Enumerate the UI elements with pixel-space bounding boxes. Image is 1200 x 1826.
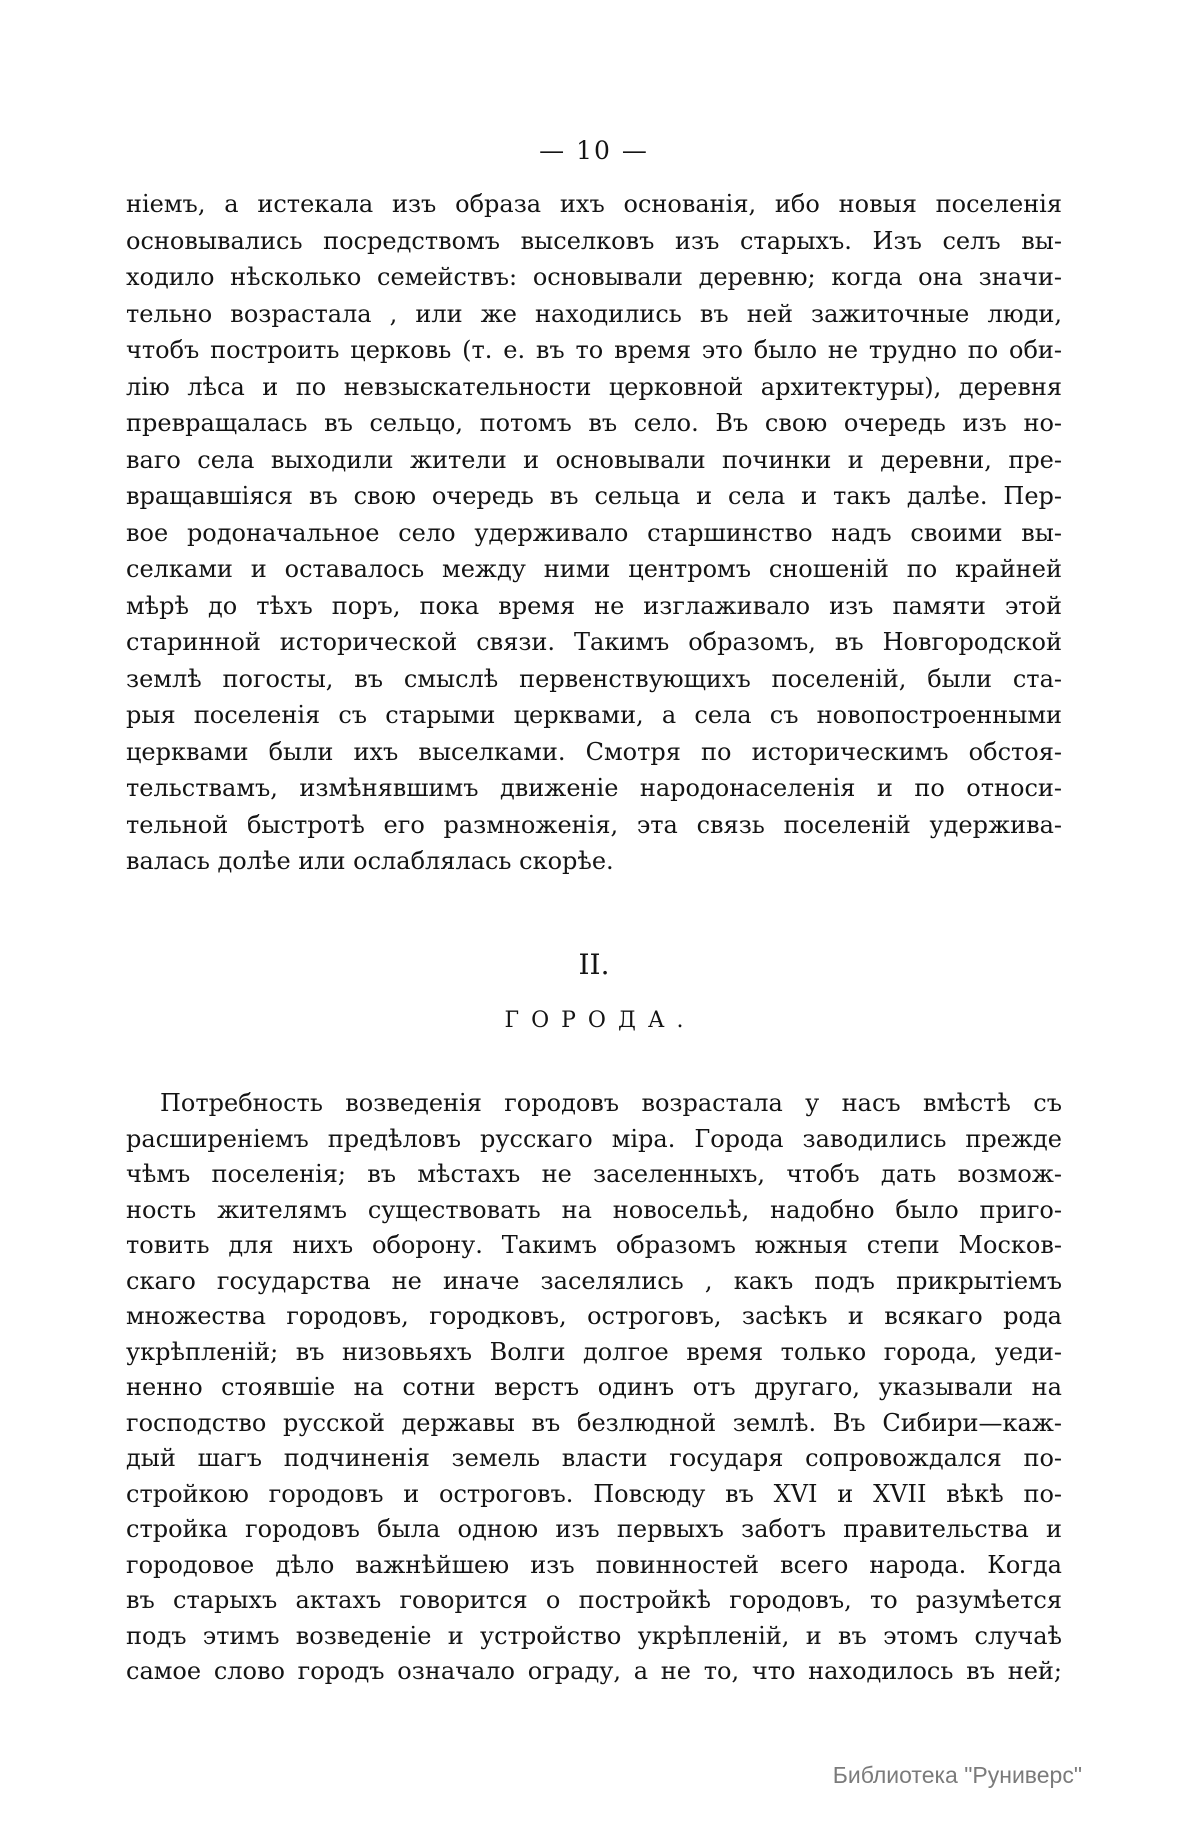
chapter-numeral: II. (578, 948, 610, 981)
text-line: землѣ погосты, въ смыслѣ первенствующихъ поселеній, были ста- (126, 664, 1062, 693)
text-line: основывались посредствомъ выселковъ изъ старыхъ. Изъ селъ вы- (126, 226, 1062, 255)
text-line: церквами были ихъ выселками. Смотря по историческимъ обстоя- (126, 737, 1062, 766)
text-line: въ старыхъ актахъ говорится о постройкѣ городовъ, то разумѣется (126, 1586, 1062, 1614)
text-line: ваго села выходили жители и основывали починки и деревни, пре- (126, 445, 1062, 474)
paragraph-cities (126, 1086, 1062, 1690)
text-line: стройкою городовъ и остроговъ. Повсюду въ XVI и XVII вѣкѣ по- (126, 1479, 1062, 1508)
text-line: множества городовъ, городковъ, остроговъ, засѣкъ и всякаго рода (126, 1302, 1062, 1330)
text-line: тельно возрастала , или же находились въ ней зажиточные люди, (126, 299, 1062, 328)
text-line: лію лѣса и по невзыскательности церковной архитектуры), деревня (126, 372, 1062, 401)
text-line: стройка городовъ была одною изъ первыхъ заботъ правительства и (126, 1515, 1062, 1543)
text-line: превращалась въ сельцо, потомъ въ село. Въ свою очередь изъ но- (126, 409, 1062, 437)
text-line: вращавшіяся въ свою очередь въ сельца и села и такъ далѣе. Пер- (126, 482, 1062, 510)
text-line: ходило нѣсколько семействъ: основывали деревню; когда она значи- (126, 263, 1062, 291)
text-line: рыя поселенія съ старыми церквами, а села съ новопостроенными (126, 701, 1062, 729)
text-line: ніемъ, а истекала изъ образа ихъ основанія, ибо новыя поселенія (126, 190, 1062, 218)
text-line: валась долѣе или ослаблялась скорѣе. (126, 847, 614, 875)
text-line: тельствамъ, измѣнявшимъ движеніе народонаселенія и по относи- (126, 774, 1062, 802)
text-line: старинной исторической связи. Такимъ образомъ, въ Новгородской (126, 628, 1062, 656)
text-line: скаго государства не иначе заселялись , какъ подъ прикрытіемъ (126, 1266, 1062, 1295)
text-line: дый шагъ подчиненія земель власти государя сопровождался по- (126, 1444, 1062, 1472)
text-line: подъ этимъ возведеніе и устройство укрѣпленій, и въ этомъ случаѣ (126, 1621, 1062, 1650)
text-line: чтобъ построить церковь (т. е. въ то время это было не трудно по оби- (126, 336, 1062, 364)
text-line: укрѣпленій; въ низовьяхъ Волги долгое время только города, уеди- (126, 1337, 1062, 1366)
chapter-title: ГОРОДА. (504, 1008, 696, 1033)
text-line: господство русской державы въ безлюдной землѣ. Въ Сибири—каж- (126, 1408, 1062, 1437)
text-line: товить для нихъ оборону. Такимъ образомъ южныя степи Москов- (126, 1231, 1062, 1259)
text-line: расширеніемъ предѣловъ русскаго міра. Города заводились прежде (126, 1124, 1062, 1153)
text-line: тельной быстротѣ его размноженія, эта связь поселеній удержива- (126, 810, 1062, 839)
text-line: чѣмъ поселенія; въ мѣстахъ не заселенныхъ, чтобъ дать возмож- (126, 1160, 1062, 1188)
text-line: вое родоначальное село удерживало старшинство надъ своими вы- (126, 518, 1062, 547)
text-line: селками и оставалось между ними центромъ сношеній по крайней (126, 555, 1062, 583)
text-line: самое слово городъ означало ограду, а не то, что находилось въ ней; (126, 1657, 1062, 1685)
text-line: городовое дѣло важнѣйшею изъ повинностей всего народа. Когда (126, 1550, 1062, 1579)
text-line: ненно стоявшіе на сотни верстъ одинъ отъ другаго, указывали на (126, 1373, 1062, 1401)
text-line: Потребность возведенія городовъ возрастала у насъ вмѣстѣ съ (160, 1089, 1062, 1117)
text-line: мѣрѣ до тѣхъ поръ, пока время не изглаживало изъ памяти этой (126, 591, 1062, 620)
text-line: ность жителямъ существовать на новосельѣ, надобно было приго- (126, 1195, 1062, 1224)
paragraph-settlements (126, 186, 1062, 880)
library-watermark: Библиотека "Руниверс" (832, 1762, 1082, 1788)
page-number: — 10 — (539, 136, 649, 165)
